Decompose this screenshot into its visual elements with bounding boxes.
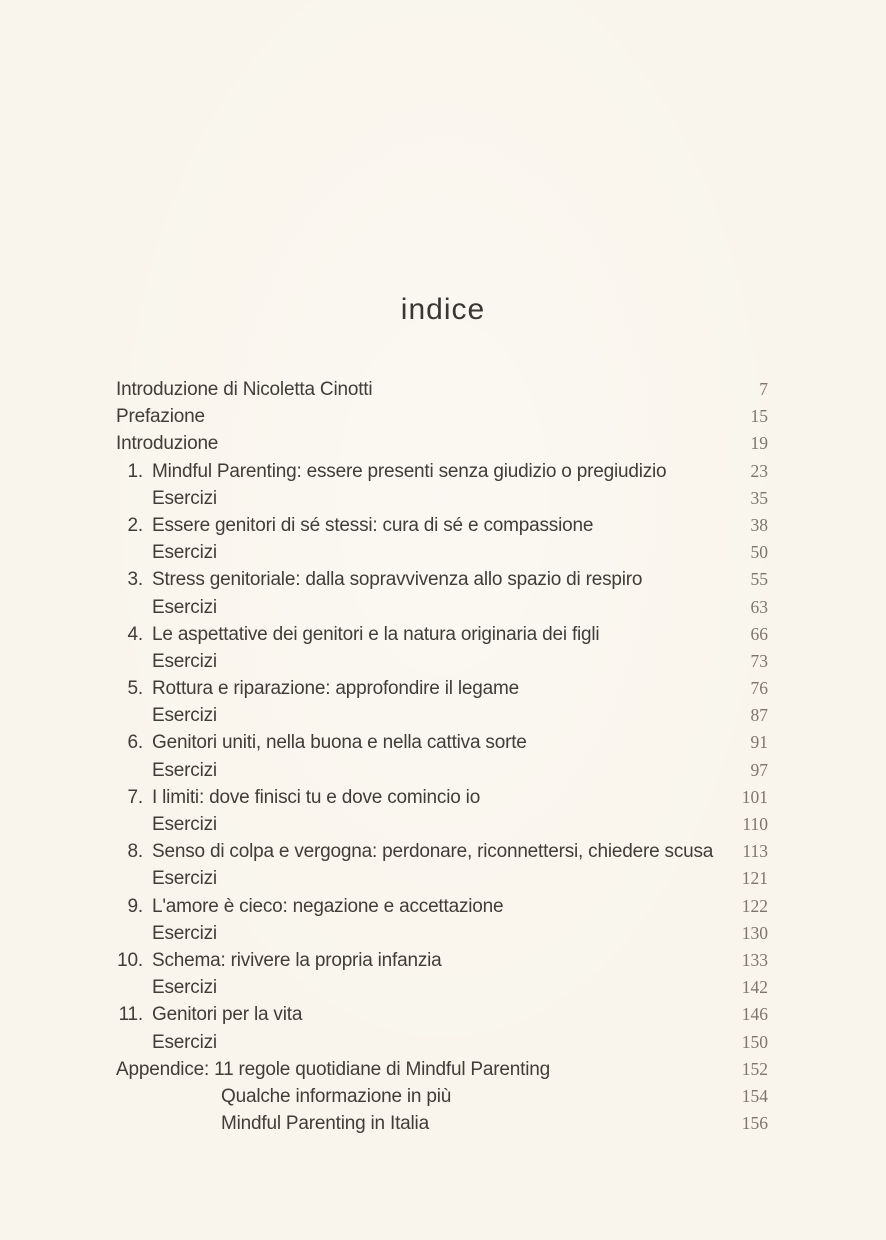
toc-entry-label: Rottura e riparazione: approfondire il legame — [152, 678, 519, 700]
toc-entry — [116, 488, 768, 515]
toc-entry-label: Esercizi — [152, 650, 217, 672]
toc-entry-page: 87 — [750, 705, 768, 726]
toc-entry-number: 5. — [127, 678, 143, 700]
toc-entry-number: 6. — [127, 732, 143, 754]
toc-entry-number: 3. — [127, 569, 143, 591]
toc-entry — [116, 515, 768, 542]
toc-entry-number: 8. — [127, 841, 143, 863]
toc-entry — [116, 1059, 768, 1086]
toc-entry-number: 1. — [127, 460, 143, 482]
toc-entry — [116, 406, 768, 433]
toc-entry-page: 130 — [741, 922, 768, 943]
toc-list — [116, 379, 768, 1140]
toc-entry-label: Stress genitoriale: dalla sopravvivenza allo spazio di respiro — [152, 569, 643, 591]
toc-entry — [116, 433, 768, 460]
toc-entry — [116, 923, 768, 950]
toc-entry-label: I limiti: dove finisci tu e dove comincio io — [152, 786, 481, 808]
toc-entry-page: 55 — [750, 569, 768, 590]
toc-entry — [116, 624, 768, 651]
toc-entry-page: 152 — [741, 1058, 768, 1079]
toc-entry — [116, 787, 768, 814]
toc-entry — [116, 461, 768, 488]
toc-entry-number: 10. — [117, 949, 143, 971]
toc-entry-label: Genitori per la vita — [152, 1004, 303, 1026]
toc-entry-label: Introduzione di Nicoletta Cinotti — [116, 379, 373, 400]
toc-entry-label: Mindful Parenting: essere presenti senza giudizio o pregiudizio — [152, 460, 667, 482]
toc-entry-page: 97 — [750, 759, 768, 780]
toc-entry-label: Esercizi — [152, 868, 217, 890]
toc-entry-label: Le aspettative dei genitori e la natura originaria dei figli — [152, 623, 600, 645]
toc-entry-number: 11. — [118, 1004, 143, 1026]
toc-entry-page: 146 — [741, 1004, 768, 1025]
toc-entry — [116, 732, 768, 759]
toc-entry — [116, 542, 768, 569]
toc-entry-label: Esercizi — [152, 759, 217, 781]
toc-entry-label: Qualche informazione in più — [221, 1085, 452, 1107]
toc-entry-number: 4. — [127, 623, 143, 645]
toc-entry — [116, 705, 768, 732]
toc-entry-page: 113 — [742, 841, 768, 862]
toc-entry-label: Schema: rivivere la propria infanzia — [152, 949, 442, 971]
toc-entry-page: 121 — [741, 868, 768, 889]
toc-entry-label: Esercizi — [152, 542, 217, 564]
toc-entry — [116, 760, 768, 787]
toc-entry-label: Esercizi — [152, 596, 217, 618]
toc-entry — [116, 841, 768, 868]
toc-entry-page: 154 — [741, 1085, 768, 1106]
toc-entry-page: 122 — [741, 895, 768, 916]
toc-entry-label: Appendice: 11 regole quotidiane di Mindful Parenting — [116, 1058, 550, 1080]
toc-entry-page: 73 — [750, 650, 768, 671]
toc-entry-page: 63 — [750, 596, 768, 617]
toc-entry-page: 142 — [741, 977, 768, 998]
toc-entry-page: 35 — [750, 487, 768, 508]
toc-entry — [116, 678, 768, 705]
toc-entry — [116, 1113, 768, 1140]
toc-entry-label: Esercizi — [152, 922, 217, 944]
toc-entry — [116, 896, 768, 923]
toc-entry-page: 91 — [750, 732, 768, 753]
toc-entry-label: Senso di colpa e vergogna: perdonare, riconnettersi, chiedere scusa — [152, 841, 714, 863]
toc-entry-label: L'amore è cieco: negazione e accettazione — [152, 895, 504, 917]
toc-entry — [116, 597, 768, 624]
toc-entry-page: 7 — [759, 379, 768, 399]
toc-entry — [116, 1086, 768, 1113]
toc-entry-label: Introduzione — [116, 433, 219, 455]
toc-entry-number: 7. — [127, 786, 143, 808]
toc-entry — [116, 977, 768, 1004]
toc-entry-page: 15 — [750, 406, 768, 427]
toc-entry-label: Esercizi — [152, 977, 217, 999]
toc-entry-page: 76 — [750, 678, 768, 699]
toc-entry — [116, 651, 768, 678]
toc-entry-page: 38 — [750, 514, 768, 535]
toc-entry — [116, 868, 768, 895]
toc-entry-page: 50 — [750, 542, 768, 563]
toc-entry — [116, 569, 768, 596]
toc-entry — [116, 950, 768, 977]
toc-entry-label: Esercizi — [152, 814, 217, 835]
toc-entry — [116, 1004, 768, 1031]
toc-entry-page: 66 — [750, 623, 768, 644]
toc-entry — [116, 1032, 768, 1059]
toc-entry-page: 23 — [750, 460, 768, 481]
toc-entry-label: Prefazione — [116, 406, 205, 428]
toc-entry-number: 2. — [127, 514, 143, 536]
toc-entry-page: 133 — [741, 949, 768, 970]
toc-entry-page: 110 — [742, 814, 768, 834]
toc-entry-page: 19 — [750, 433, 768, 454]
toc-entry-page: 150 — [741, 1031, 768, 1052]
toc-entry-label: Genitori uniti, nella buona e nella cattiva sorte — [152, 732, 527, 754]
toc-entry-label: Esercizi — [152, 1031, 217, 1053]
toc-entry-label: Essere genitori di sé stessi: cura di sé e compassione — [152, 514, 594, 536]
page-title: indice — [400, 293, 486, 326]
toc-entry-label: Esercizi — [152, 705, 217, 727]
toc-entry-page: 156 — [741, 1113, 768, 1134]
toc-entry-label: Mindful Parenting in Italia — [221, 1113, 429, 1135]
toc-entry-label: Esercizi — [152, 487, 217, 509]
toc-entry-number: 9. — [127, 895, 143, 917]
toc-entry — [116, 379, 768, 406]
toc-entry-page: 101 — [741, 786, 768, 807]
toc-entry — [116, 814, 768, 841]
